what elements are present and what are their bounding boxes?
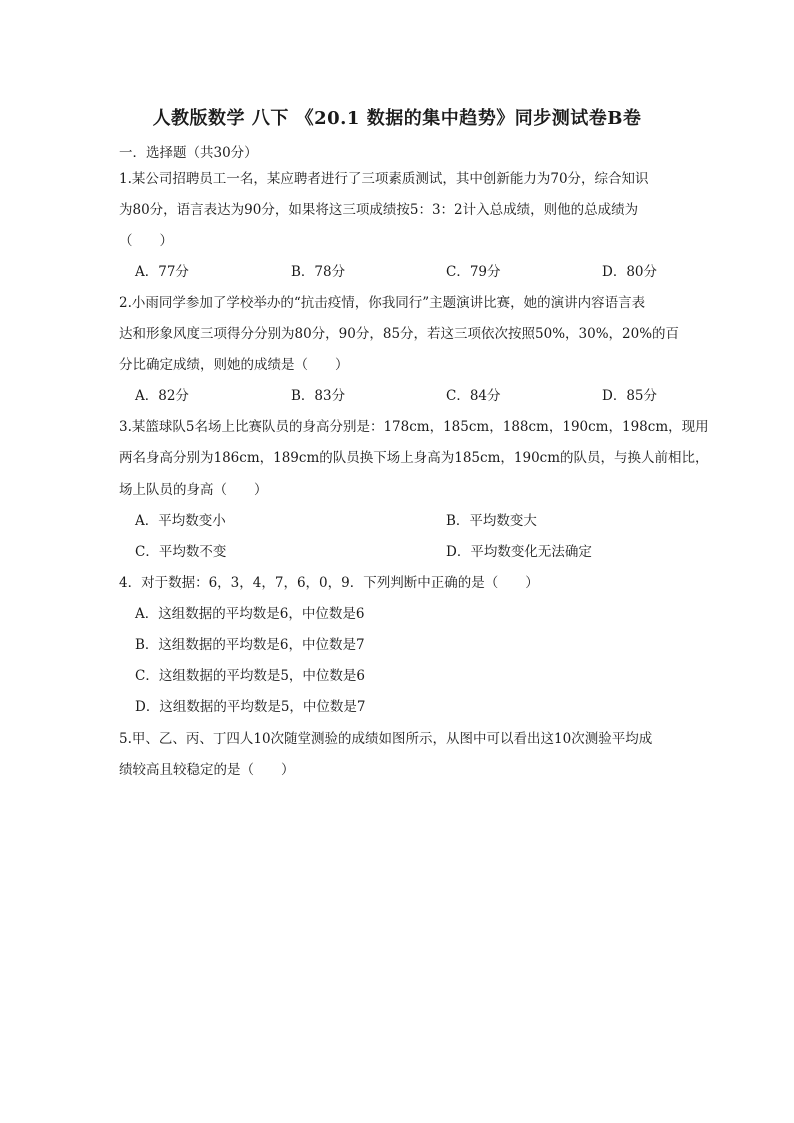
question-3-option-b: B．平均数变大 [446, 513, 537, 529]
question-2-option-b: B．83分 [291, 388, 346, 404]
question-1-option-d: D．80分 [602, 264, 658, 280]
question-3-line-3: 场上队员的身高（ ） [119, 482, 268, 498]
question-2-option-a: A．82分 [135, 388, 189, 404]
page-title: 人教版数学 八下 《20.1 数据的集中趋势》同步测试卷B卷 [152, 108, 642, 129]
question-1-option-b: B．78分 [291, 264, 346, 280]
question-3-option-c: C．平均数不变 [135, 544, 227, 560]
question-4-option-c: C．这组数据的平均数是5，中位数是6 [135, 668, 366, 684]
question-3-option-a: A．平均数变小 [135, 513, 226, 529]
question-2-option-c: C．84分 [446, 388, 501, 404]
question-4-option-b: B．这组数据的平均数是6，中位数是7 [135, 637, 365, 653]
question-1-line-1: 1.某公司招聘员工一名，某应聘者进行了三项素质测试，其中创新能力为70分，综合知识 [119, 171, 649, 187]
question-1-option-a: A．77分 [135, 264, 189, 280]
question-1-option-c: C．79分 [446, 264, 501, 280]
question-3-line-1: 3.某篮球队5名场上比赛队员的身高分别是：178cm，185cm，188cm，190cm，198cm，现用 [119, 419, 709, 435]
question-3-line-2: 两名身高分别为186cm，189cm的队员换下场上身高为185cm，190cm的队员，与换人前相比， [119, 450, 709, 466]
question-2-line-1: 2.小雨同学参加了学校举办的“抗击疫情，你我同行”主题演讲比赛，她的演讲内容语言表 [119, 295, 646, 311]
section-heading: 一．选择题（共30分） [119, 145, 258, 161]
question-4-option-d: D．这组数据的平均数是5，中位数是7 [135, 699, 366, 715]
question-5-line-2: 绩较高且较稳定的是（ ） [119, 762, 295, 778]
question-2-line-3: 分比确定成绩，则她的成绩是（ ） [119, 357, 349, 373]
question-1-line-2: 为80分，语言表达为90分，如果将这三项成绩按5：3：2计入总成绩，则他的总成绩为 [119, 202, 639, 218]
question-4-option-a: A．这组数据的平均数是6，中位数是6 [135, 606, 365, 622]
question-2-option-d: D．85分 [602, 388, 658, 404]
question-4-line-1: 4．对于数据：6，3，4，7，6，0，9．下列判断中正确的是（ ） [119, 575, 539, 591]
question-1-line-3: （ ） [119, 233, 173, 249]
question-5-line-1: 5.甲、乙、丙、丁四人10次随堂测验的成绩如图所示，从图中可以看出这10次测验平均成 [119, 731, 653, 747]
question-2-line-2: 达和形象风度三项得分分别为80分，90分，85分，若这三项依次按照50%，30%，20%的百 [119, 326, 680, 342]
question-3-option-d: D．平均数变化无法确定 [446, 544, 592, 560]
